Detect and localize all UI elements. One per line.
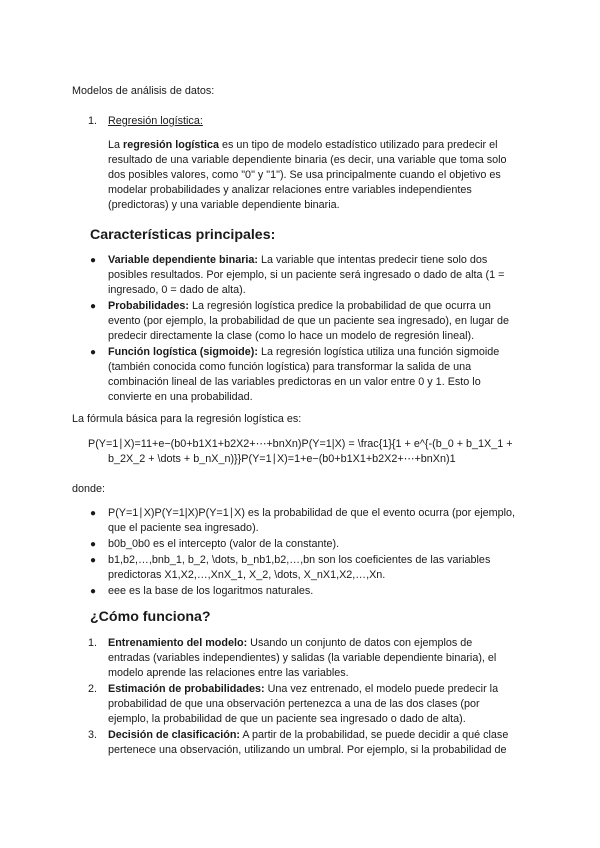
paragraph-line: dos posibles valores, como "0" y "1"). Se usa principalmente cuando el objetivo es: [108, 169, 501, 181]
item-line: modelo aprende las relaciones entre las variables.: [108, 667, 349, 679]
item-line: ingresado, 0 = dado de alta).: [108, 284, 246, 296]
bullet-icon: ●: [90, 508, 97, 519]
how-list: [88, 636, 528, 759]
item-line: (también conocida como función logística) para transformar la salida de una: [108, 361, 472, 373]
item-bold-label: Decisión de clasificación:: [108, 729, 241, 741]
item-line: eee es la base de los logaritmos naturales.: [108, 585, 314, 597]
bullet-icon: ●: [90, 539, 97, 550]
bullet-icon: ●: [90, 347, 97, 358]
bullet-icon: ●: [90, 255, 97, 266]
paragraph-lead: La: [108, 139, 124, 151]
item-bold-label: Estimación de probabilidades:: [108, 683, 265, 695]
paragraph-line: resultado de una variable dependiente binaria (es decir, una variable que toma solo: [108, 154, 507, 166]
item-text: Usando un conjunto de datos con ejemplos de: [247, 637, 473, 649]
item-line: evento (por ejemplo, la probabilidad de que un paciente sea ingresado), en lugar de: [108, 315, 509, 327]
item-bold-label: Probabilidades:: [108, 300, 189, 312]
list-item: [88, 345, 528, 405]
list-item: [88, 253, 528, 298]
bullet-icon: ●: [90, 301, 97, 312]
paragraph-line: modelar probabilidades y analizar relaciones entre variables independientes: [108, 184, 472, 196]
item-line: que el paciente sea ingresado).: [108, 522, 259, 534]
section-number: 1.: [88, 115, 98, 127]
list-item: [88, 553, 528, 583]
list-item: [88, 299, 528, 344]
features-list: [88, 253, 528, 406]
item-number: 2.: [88, 683, 98, 695]
paragraph-line: (predictoras) y una variable dependiente binaria.: [108, 199, 340, 211]
item-text: A partir de la probabilidad, se puede decidir a qué clase: [240, 729, 509, 741]
definitions-list: [88, 506, 528, 600]
item-bold-label: Función logística (sigmoide):: [108, 346, 258, 358]
item-line: combinación lineal de las variables predictoras en un valor entre 0 y 1. Esto lo: [108, 376, 481, 388]
formula-block: [88, 437, 528, 467]
list-item: [88, 728, 528, 758]
item-line: predecir directamente la clase (como lo hace un modelo de regresión lineal).: [108, 330, 475, 342]
item-bold-label: Variable dependiente binaria:: [108, 254, 259, 266]
item-number: 1.: [88, 637, 98, 649]
item-line: b0b_0b0 es el intercepto (valor de la constante).: [108, 538, 340, 550]
paragraph-line: [108, 138, 528, 153]
definition-paragraph: [108, 138, 528, 213]
intro-text: Modelos de análisis de datos:: [72, 85, 215, 97]
list-item: [88, 682, 528, 727]
formula-line: b_2X_2 + \dots + b_nX_n)}}P(Y=1∣X)=1+e−(b0+b1X1+b2X2+⋯+bnXn)1: [108, 453, 456, 465]
item-line: P(Y=1∣X)P(Y=1|X)P(Y=1∣X) es la probabilidad de que el evento ocurra (por ejemplo,: [108, 507, 516, 519]
bullet-icon: ●: [90, 586, 97, 597]
how-heading: ¿Cómo funciona?: [90, 609, 211, 625]
item-line: b1,b2,…,bnb_1, b_2, \dots, b_nb1,b2,…,bn son los coeficientes de las variables: [108, 554, 491, 566]
features-heading: Características principales:: [90, 227, 276, 243]
item-line: predictoras X1,X2,…,XnX_1, X_2, \dots, X_nX1,X2,…,Xn.: [108, 569, 386, 581]
item-text: La regresión logística utiliza una función sigmoide: [257, 346, 500, 358]
item-bold-label: Entrenamiento del modelo:: [108, 637, 248, 649]
bullet-icon: ●: [90, 555, 97, 566]
list-item: [88, 537, 528, 552]
list-item: [88, 506, 528, 536]
item-text: La regresión logística predice la probabilidad de que ocurra un: [189, 300, 491, 312]
list-item: [88, 636, 528, 681]
item-number: 3.: [88, 729, 98, 741]
donde-label: donde:: [72, 483, 106, 495]
item-line: posibles resultados. Por ejemplo, si un paciente será ingresado o dado de alta (1 =: [108, 269, 505, 281]
paragraph-bold-term: regresión logística: [123, 139, 220, 151]
section-title: Regresión logística:: [108, 115, 203, 127]
paragraph-rest: es un tipo de modelo estadístico utilizado para predecir el: [219, 139, 498, 151]
item-text: Una vez entrenado, el modelo puede predecir la: [264, 683, 499, 695]
item-line: pertenece una observación, utilizando un umbral. Por ejemplo, si la probabilidad de: [108, 744, 507, 756]
item-text: La variable que intentas predecir tiene solo dos: [258, 254, 488, 266]
formula-line: P(Y=1∣X)=11+e−(b0+b1X1+b2X2+⋯+bnXn)P(Y=1|X) = \frac{1}{1 + e^{-(b_0 + b_1X_1 +: [88, 438, 513, 450]
item-line: entradas (variables independientes) y salidas (la variable dependiente binaria), el: [108, 652, 497, 664]
item-line: convierte en una probabilidad.: [108, 391, 253, 403]
item-line: probabilidad de que una observación pertenezca a una de las dos clases (por: [108, 698, 480, 710]
item-line: ejemplo, la probabilidad de que un paciente sea ingresado o dado de alta).: [108, 713, 466, 725]
formula-intro: La fórmula básica para la regresión logística es:: [72, 413, 302, 425]
list-item: [88, 584, 528, 599]
